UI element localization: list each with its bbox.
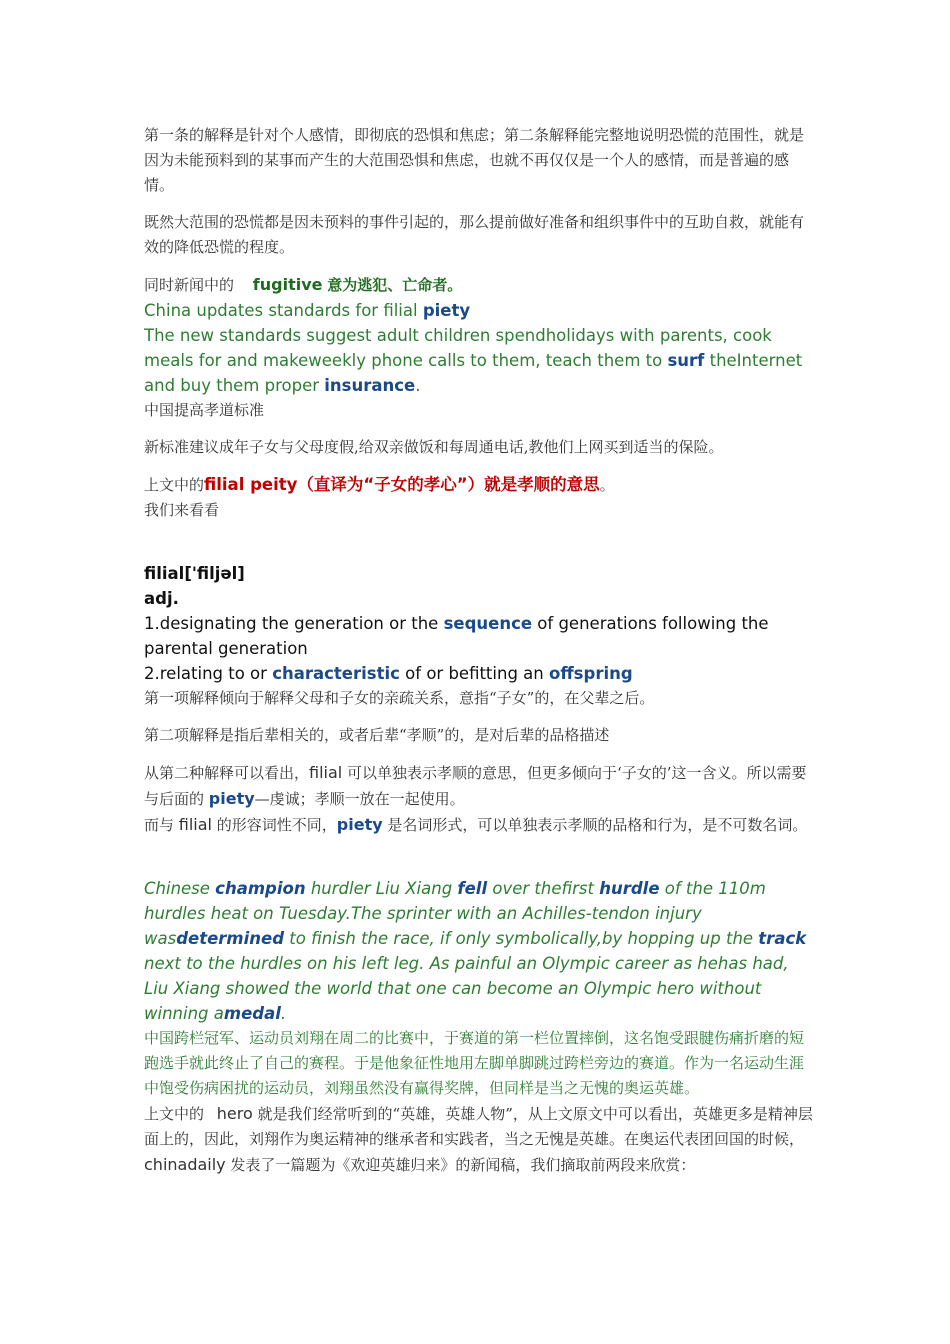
keyword-characteristic: characteristic — [272, 664, 400, 683]
keyword-piety: piety — [422, 301, 471, 320]
dict-pos: adj. — [144, 589, 179, 608]
paragraph-panic-prevention: 既然大范围的恐慌都是因未预料的事件引起的，那么提前做好准备和组织事件中的互助自救，就能有效的降低恐慌的程度。 — [144, 213, 805, 256]
keyword-piety-3: piety — [336, 815, 383, 834]
paragraph-panic-explanation: 第一条的解释是针对个人感情，即彻底的恐惧和焦虑；第二条解释能完整地说明恐慌的范围性，就是因为未能预料到的某事而产生的大范围恐惧和焦虑，也就不再仅仅是一个人的感情，而是普遍的感情。 — [144, 126, 805, 194]
keyword-piety-2: piety — [208, 789, 255, 808]
document-page — [144, 123, 816, 1178]
headline-text: China updates standards for filial — [144, 301, 423, 320]
cn4-filial: filial — [178, 815, 212, 834]
chinadaily-word: chinadaily — [144, 1155, 226, 1174]
news-cn-body: 新标准建议成年子女与父母度假,给双亲做饭和每周通电话,教他们上网买到适当的保险。 — [144, 438, 724, 456]
keyword-offspring: offspring — [548, 664, 633, 683]
hero-text-1: 上文中的 — [144, 1105, 209, 1123]
keyword-hurdle: hurdle — [599, 879, 660, 898]
news-body-text-2: theInternet and buy them proper — [144, 351, 803, 395]
def1-text-2: of generations following the parental generation — [144, 614, 769, 658]
keyword-medal: medal — [223, 1004, 281, 1023]
keyword-track: track — [758, 929, 807, 948]
def2-text-2: of or befitting an — [399, 664, 549, 683]
liu-xiang-news — [144, 876, 816, 1026]
lets-look: 我们来看看 — [144, 501, 220, 519]
def2-text: 2.relating to or — [144, 664, 273, 683]
hero-text-3: 发表了一篇题为《欢迎英雄归来》的新闻稿，我们摘取前两段来欣赏： — [225, 1156, 696, 1174]
fugitive-term: fugitive — [252, 275, 323, 294]
hero-explanation — [144, 1101, 816, 1178]
dict-definition-2 — [144, 661, 816, 686]
lx-text-6: next to the hurdles on his left leg. As painful an Olympic career as hehas had, Liu Xiang showed the world that one can become an Olympic hero without winning a — [144, 954, 789, 1023]
filial-piety-highlight: filial peity（直译为“子女的孝心”）就是孝顺的意思 — [204, 475, 600, 494]
liu-xiang-cn: 中国跨栏冠军、运动员刘翔在周二的比赛中，于赛道的第一栏位置摔倒，这名饱受跟腱伤痛折磨的短跑选手就此终止了自己的赛程。于是他象征性地用左脚单脚跳过跨栏旁边的赛道。作为一名运动生涯中饱受伤病困扰的运动员，刘翔虽然没有赢得奖牌，但同样是当之无愧的奥运英雄。 — [144, 1029, 805, 1097]
news-body-text-3: . — [415, 376, 421, 395]
explain-end: 。 — [599, 476, 615, 494]
news-body-text: The new standards suggest adult children spendholidays with parents, cook meals for and makeweekly phone calls to them, teach them to — [144, 326, 772, 370]
lx-text-5: to finish the race, if only symbolically,by hopping up the — [284, 929, 759, 948]
lx-text-7: . — [280, 1004, 287, 1023]
keyword-sequence: sequence — [443, 614, 533, 633]
dict-definition-1 — [144, 611, 816, 661]
fugitive-meaning: 意为逃犯、亡命者。 — [327, 276, 463, 294]
cn4-text-2: 的形容词性不同， — [212, 816, 337, 834]
dict-cn-1: 第一项解释倾向于解释父母和子女的亲疏关系，意指“子女”的，在父辈之后。 — [144, 689, 655, 707]
cn3-text: 从第二种解释可以看出， — [144, 764, 310, 782]
cn3-filial: filial — [309, 763, 343, 782]
fugitive-note — [144, 272, 816, 298]
cn3-text-2: 可以单独表示孝顺的意思，但更多倾向于‘子女的’这一含义。所以需要与后面的 — [144, 764, 807, 808]
keyword-champion: champion — [215, 879, 306, 898]
hero-word: hero — [216, 1104, 253, 1123]
lx-text-4: of the 110m hurdles heat on Tuesday.The sprinter with an Achilles-tendon injury was — [144, 879, 766, 948]
keyword-insurance: insurance — [324, 376, 416, 395]
cn4-text: 而与 — [144, 816, 179, 834]
dict-cn-4 — [144, 812, 816, 838]
news-cn-title: 中国提高孝道标准 — [144, 401, 265, 419]
lx-text-1: Chinese — [144, 879, 216, 898]
dict-cn-3 — [144, 760, 816, 812]
hero-text-2: 就是我们经常听到的“英雄，英雄人物”，从上文原文中可以看出，英雄更多是精神层面上的，因此，刘翔作为奥运精神的继承者和实践者，当之无愧是英雄。在奥运代表团回国的时候， — [144, 1105, 813, 1148]
news-headline — [144, 298, 816, 323]
filial-piety-explanation — [144, 472, 816, 498]
keyword-fell: fell — [457, 879, 488, 898]
keyword-surf: surf — [667, 351, 705, 370]
cn4-text-3: 是名词形式，可以单独表示孝顺的品格和行为，是不可数名词。 — [382, 816, 808, 834]
fugitive-intro: 同时新闻中的 — [144, 276, 235, 294]
keyword-determined: determined — [176, 929, 285, 948]
def1-text: 1.designating the generation or the — [144, 614, 444, 633]
lx-text-3: over thefirst — [487, 879, 600, 898]
dict-headword: filial['filjəl] — [144, 564, 245, 583]
news-body — [144, 323, 816, 398]
dict-cn-2: 第二项解释是指后辈相关的，或者后辈“孝顺”的，是对后辈的品格描述 — [144, 726, 610, 744]
explain-intro: 上文中的 — [144, 476, 205, 494]
cn3-text-3: —虔诚；孝顺一放在一起使用。 — [254, 790, 465, 808]
lx-text-2: hurdler Liu Xiang — [305, 879, 458, 898]
